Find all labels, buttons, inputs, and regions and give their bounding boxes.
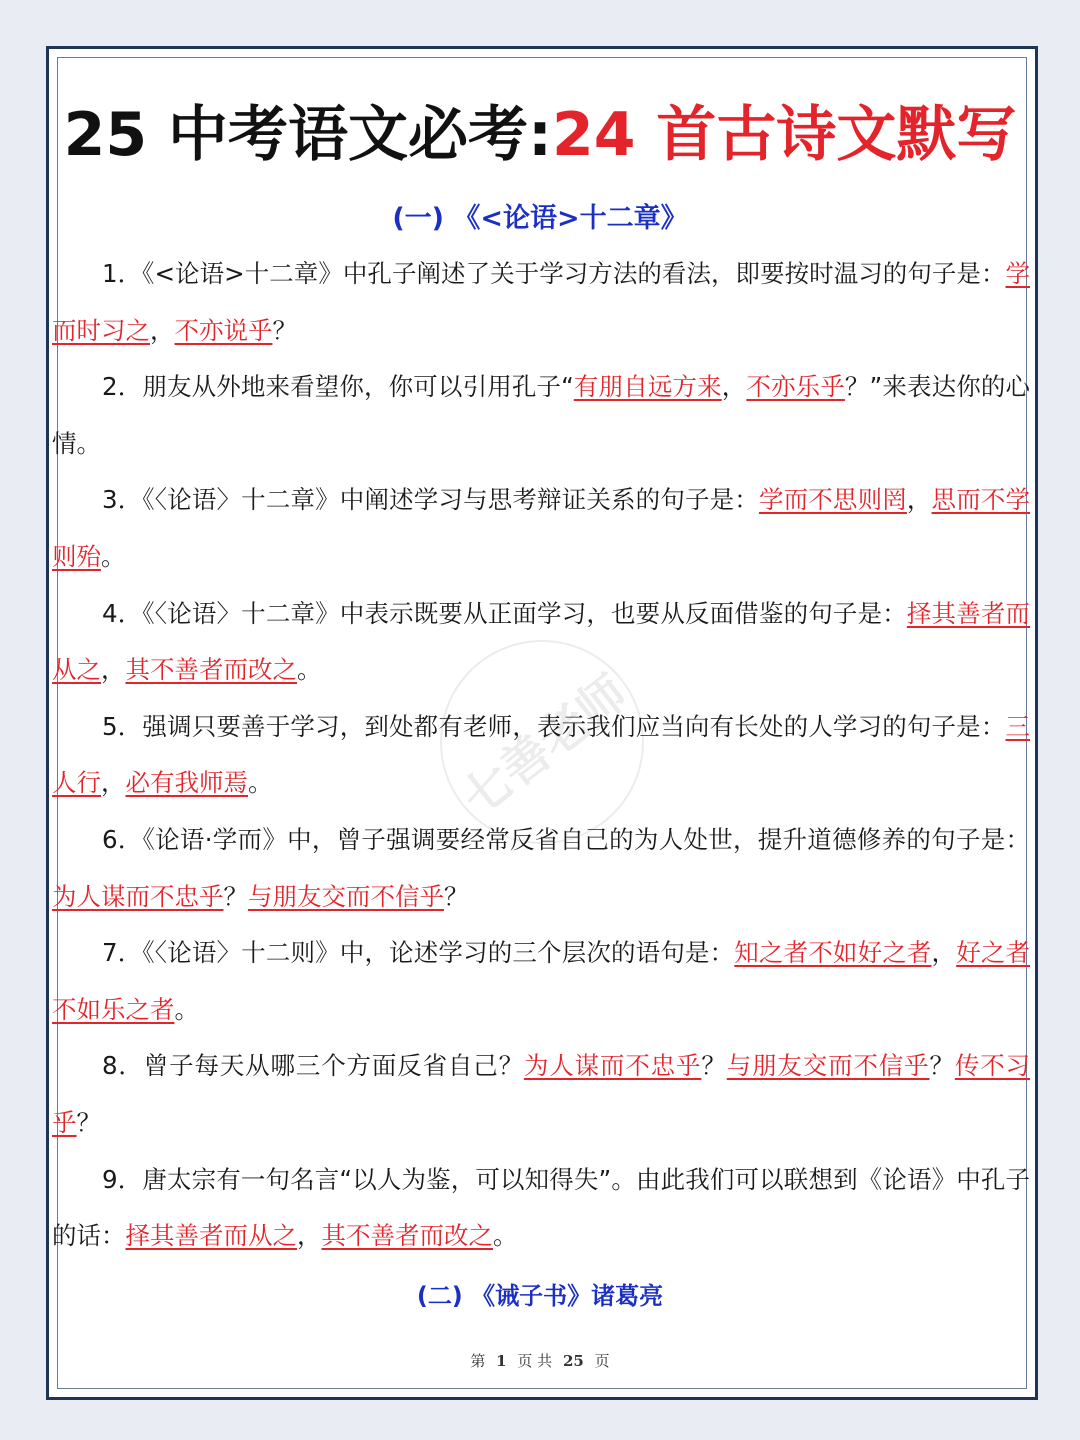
question-text: 。 — [248, 768, 273, 798]
answer-text: 有朋自远方来 — [573, 372, 722, 402]
question-text: ， — [101, 655, 126, 685]
question-text: ？ — [929, 1051, 955, 1081]
question-item — [52, 1038, 1030, 1151]
question-number: 7． — [102, 938, 143, 968]
question-item — [52, 586, 1030, 699]
question-number: 4． — [102, 598, 143, 628]
page-footer — [0, 1350, 1080, 1371]
question-text: 《〈论语〉十二则》中，论述学习的三个层次的语句是： — [142, 938, 735, 968]
question-text: 《论语·学而》中，曾子强调要经常反省自己的为人处世，提升道德修养的句子是： — [142, 824, 1030, 854]
answer-text: 与朋友交而不信乎 — [248, 881, 444, 911]
footer-pre: 第 — [470, 1352, 486, 1370]
question-item — [52, 812, 1030, 925]
answer-text: 不亦说乎 — [174, 315, 273, 345]
answer-text: 知之者不如好之者 — [734, 938, 932, 968]
question-text: ， — [150, 315, 175, 345]
footer-mid: 页 共 — [517, 1352, 553, 1370]
answer-text: 好之者不如乐之者 — [52, 938, 1031, 1024]
answer-text: 为人谋而不忠乎 — [52, 881, 224, 911]
question-text: ， — [931, 938, 957, 968]
question-item — [52, 359, 1030, 472]
question-text: ， — [297, 1221, 322, 1251]
question-item — [52, 1152, 1030, 1265]
question-item — [52, 246, 1030, 359]
question-text: 。 — [174, 994, 199, 1024]
footer-page-number: 1 — [496, 1352, 507, 1370]
question-item — [52, 472, 1030, 585]
question-item — [52, 925, 1030, 1038]
question-text: ？ — [223, 881, 248, 911]
answer-text: 必有我师焉 — [125, 768, 248, 798]
question-text: 。 — [101, 541, 126, 571]
section-heading-1: (一) 《<论语>十二章》 — [392, 203, 688, 234]
question-number: 9． — [102, 1164, 143, 1194]
question-number: 1． — [102, 259, 143, 288]
question-text: 朋友从外地来看望你，你可以引用孔子“ — [142, 372, 574, 402]
question-text: ？”来表达你的心情。 — [52, 372, 1031, 458]
question-text: ？ — [701, 1051, 727, 1081]
answer-text: 学而时习之 — [52, 259, 1030, 345]
question-text: 《<论语>十二章》中孔子阐述了关于学习方法的看法，即要按时温习的句子是： — [142, 259, 1006, 288]
answer-text: 其不善者而改之 — [125, 655, 297, 685]
question-text: 曾子每天从哪三个方面反省自己？ — [143, 1051, 524, 1081]
question-text: ， — [721, 372, 747, 402]
question-text: ？ — [272, 315, 297, 345]
title-red: 24 首古诗文默写 — [552, 100, 1017, 170]
answer-text: 不亦乐乎 — [746, 372, 845, 402]
question-text: 强调只要善于学习，到处都有老师，表示我们应当向有长处的人学习的句子是： — [142, 711, 1006, 741]
answer-text: 择其善者而从之 — [125, 1221, 297, 1251]
answer-text: 思而不学则殆 — [52, 485, 1031, 571]
question-number: 3． — [102, 485, 143, 515]
answer-text: 传不习乎 — [52, 1051, 1031, 1137]
answer-text: 为人谋而不忠乎 — [523, 1051, 702, 1081]
answer-text: 择其善者而从之 — [52, 598, 1031, 685]
question-number: 6． — [102, 824, 143, 854]
title-black: 25 中考语文必考: — [63, 100, 552, 170]
page-title — [60, 95, 1020, 175]
answer-text: 与朋友交而不信乎 — [726, 1051, 930, 1081]
question-list — [52, 246, 1030, 1265]
question-number: 8． — [102, 1051, 144, 1081]
question-item — [52, 699, 1030, 812]
question-text: ， — [101, 768, 126, 798]
footer-total-pages: 25 — [562, 1352, 584, 1370]
answer-text: 其不善者而改之 — [321, 1221, 493, 1251]
question-text: ？ — [444, 881, 469, 911]
section-heading-2: (二) 《诫子书》诸葛亮 — [416, 1282, 664, 1310]
question-text: 。 — [493, 1221, 518, 1251]
question-text: 《〈论语〉十二章》中阐述学习与思考辩证关系的句子是： — [142, 485, 759, 515]
question-text: 唐太宗有一句名言“以人为鉴，可以知得失”。由此我们可以联想到《论语》中孔子的话： — [52, 1164, 1030, 1251]
question-text: 。 — [297, 655, 322, 685]
question-text: ？ — [76, 1107, 101, 1137]
question-text: ， — [906, 485, 932, 515]
footer-post: 页 — [594, 1352, 610, 1370]
question-text: 《〈论语〉十二章》中表示既要从正面学习，也要从反面借鉴的句子是： — [142, 598, 907, 628]
answer-text: 三人行 — [52, 711, 1031, 798]
answer-text: 学而不思则罔 — [758, 485, 907, 515]
question-number: 2． — [102, 372, 143, 402]
question-number: 5． — [102, 711, 143, 741]
